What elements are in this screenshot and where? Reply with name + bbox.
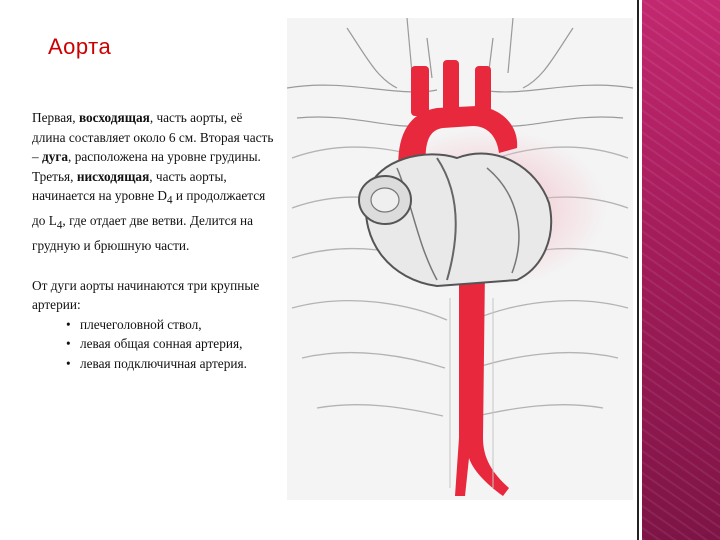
text-span: , часть аорты, её длина составляет около 6 см. bbox=[32, 110, 243, 145]
term-arch: дуга bbox=[41, 149, 69, 164]
subscript: 4 bbox=[167, 194, 173, 207]
branches-list bbox=[32, 315, 276, 374]
list-item-text: левая подключичная артерия. bbox=[80, 355, 247, 371]
text-span: Первая, bbox=[32, 110, 79, 125]
list-item: • левая общая сонная артерия, bbox=[32, 334, 276, 354]
decorative-side-bar bbox=[642, 0, 720, 540]
list-item: • плечеголовной ствол, bbox=[32, 315, 276, 335]
slide-text bbox=[32, 108, 276, 373]
text-span: , часть аорты, начинается на уровне D bbox=[32, 168, 227, 203]
list-item-text: левая общая сонная артерия, bbox=[80, 336, 243, 352]
text-span: Третья, bbox=[32, 168, 77, 184]
text-span: и продолжается до L bbox=[32, 188, 266, 229]
list-item-text: плечеголовной ствол, bbox=[80, 316, 202, 332]
list-item: • левая подключичная артерия. bbox=[32, 354, 276, 374]
text-span: Вторая часть – bbox=[32, 129, 274, 164]
term-ascending: восходящая bbox=[78, 110, 150, 125]
aorta-anatomy-illustration bbox=[287, 18, 633, 500]
text-span: , где отдает две ветви. Делится на грудную и брюшную части. bbox=[32, 213, 254, 254]
term-descending: нисходящая bbox=[76, 168, 150, 184]
text-span: , расположена на уровне грудины. bbox=[68, 149, 261, 164]
paragraph-branches-intro: От дуги аорты начинаются три крупные артерии: bbox=[32, 277, 260, 313]
paragraph-aorta-parts bbox=[32, 108, 276, 256]
subscript: 4 bbox=[56, 219, 63, 232]
slide-title: Аорта bbox=[48, 34, 112, 59]
